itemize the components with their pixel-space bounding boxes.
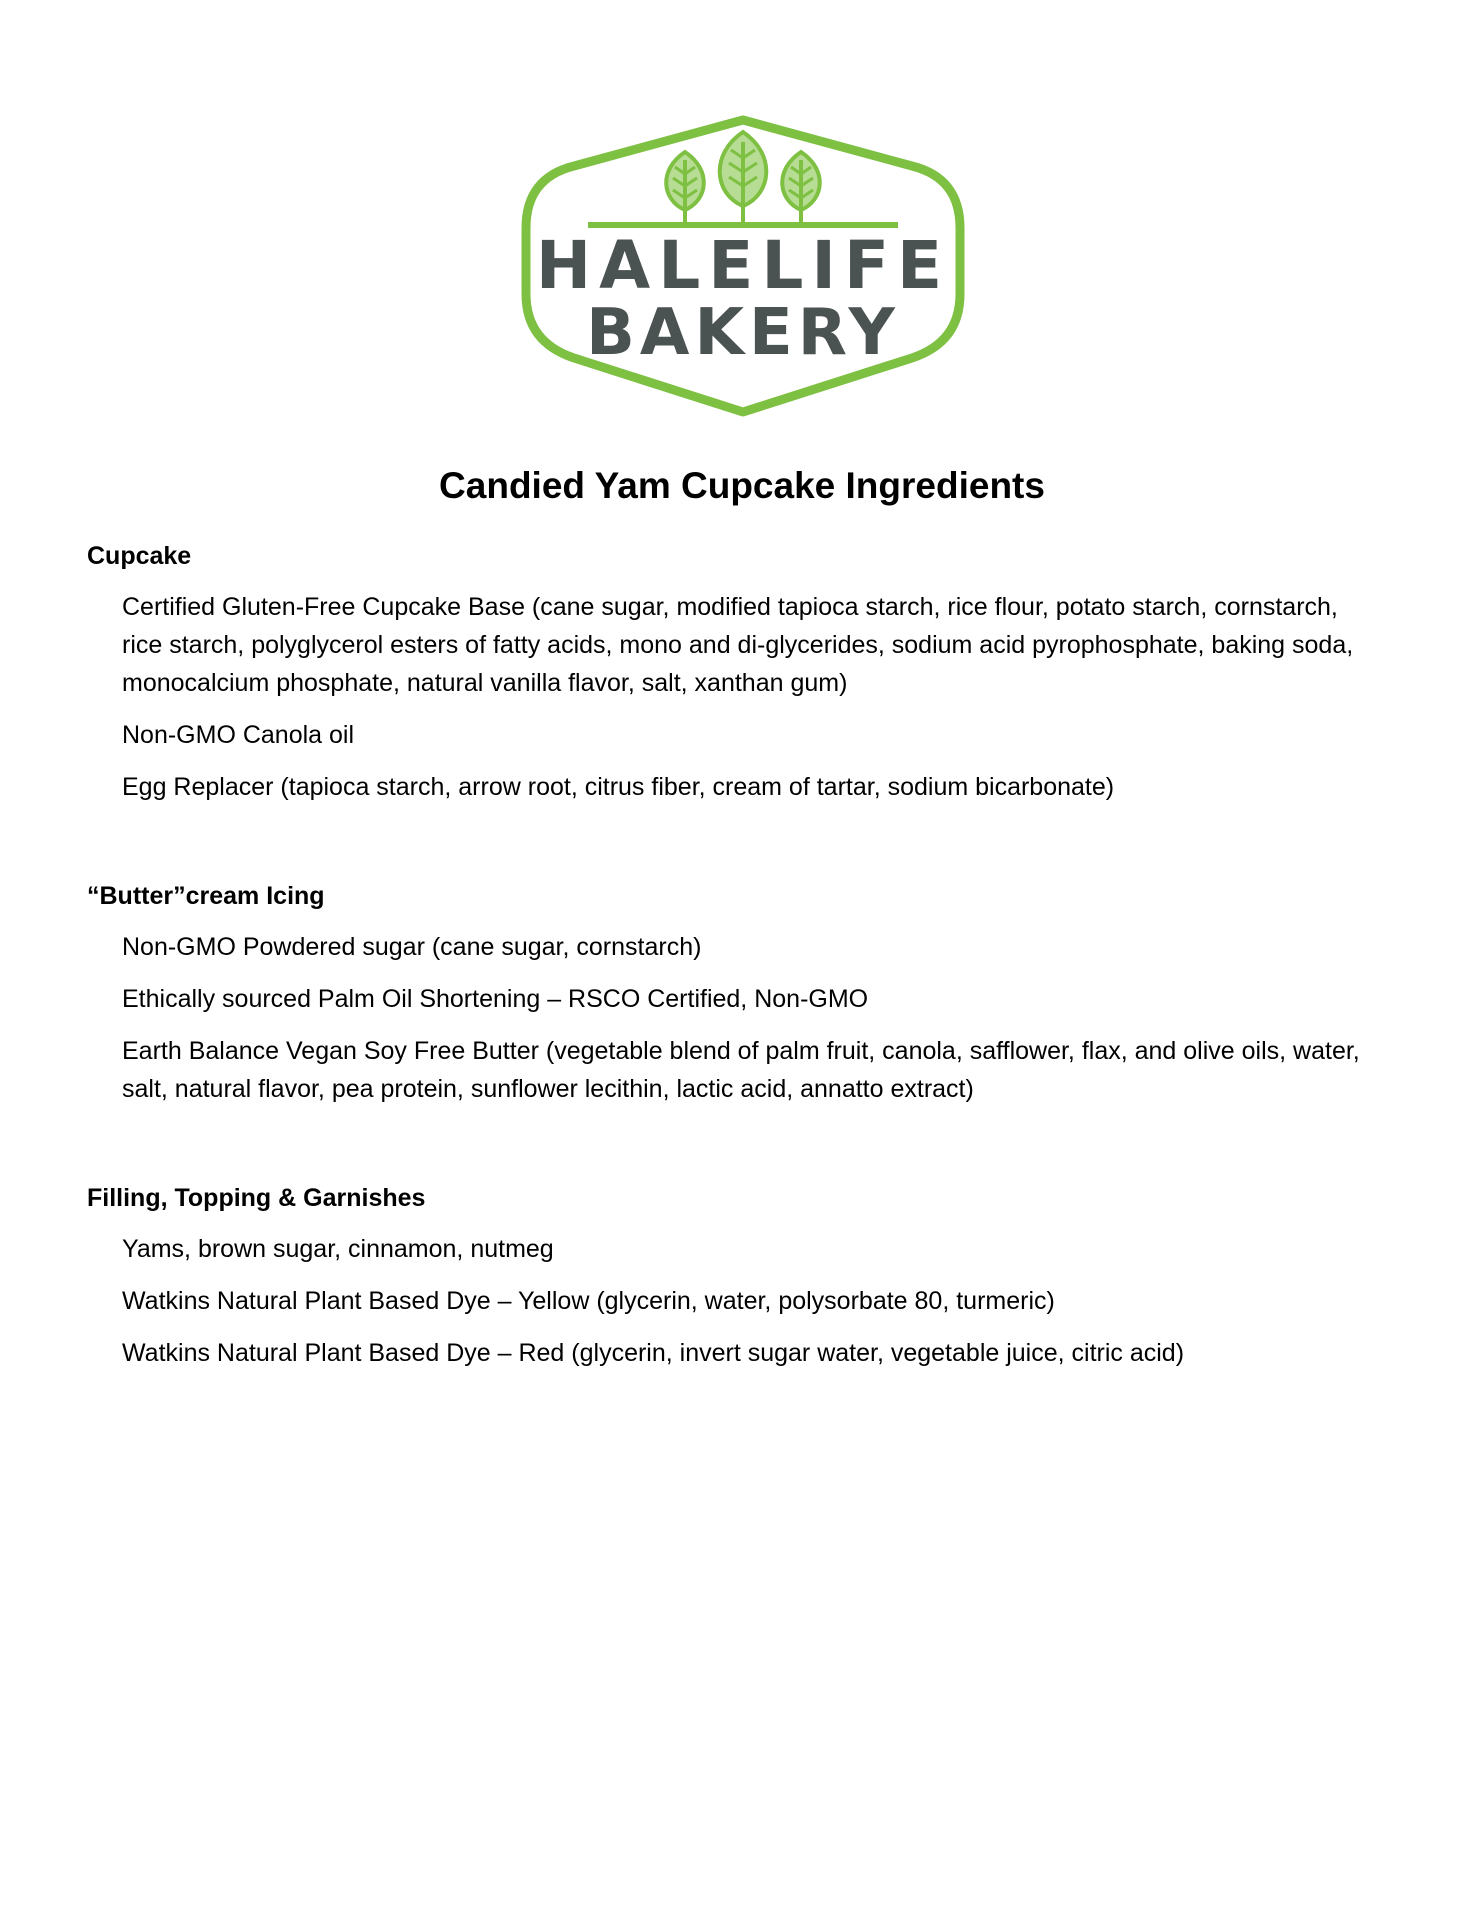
ingredient-item: Certified Gluten-Free Cupcake Base (cane sugar, modified tapioca starch, rice flour, potato starch, cornstarch, rice starch, polyglycerol esters of fatty acids, mono and di-glycerides, sodium acid pyrophosphate, baking soda, monocalcium phosphate, natural vanilla flavor, salt, xanthan gum) (122, 593, 1354, 697)
ingredient-item: Ethically sourced Palm Oil Shortening – RSCO Certified, Non-GMO (122, 985, 869, 1013)
section-heading: “Butter”cream Icing (87, 882, 325, 910)
ingredient-item: Watkins Natural Plant Based Dye – Red (glycerin, invert sugar water, vegetable juice, citric acid) (122, 1339, 1185, 1367)
section-filling-topping-garnishes (87, 1180, 1377, 1386)
page-title: Candied Yam Cupcake Ingredients (439, 465, 1045, 506)
logo-line-1: HALELIFE (535, 227, 951, 304)
leaf-icon-left (666, 152, 704, 224)
ingredient-item: Earth Balance Vegan Soy Free Butter (vegetable blend of palm fruit, canola, safflower, flax, and olive oils, water, salt, natural flavor, pea protein, sunflower lecithin, lactic acid, annatto extract) (122, 1037, 1360, 1103)
ingredient-item: Egg Replacer (tapioca starch, arrow root, citrus fiber, cream of tartar, sodium bicarbonate) (122, 773, 1115, 801)
logo-line-2: BAKERY (586, 296, 900, 370)
bakery-logo (520, 114, 966, 418)
ingredient-item: Watkins Natural Plant Based Dye – Yellow (glycerin, water, polysorbate 80, turmeric) (122, 1287, 1055, 1315)
section-cupcake (87, 538, 1377, 820)
ingredient-item: Yams, brown sugar, cinnamon, nutmeg (122, 1235, 554, 1263)
ingredient-item: Non-GMO Powdered sugar (cane sugar, cornstarch) (122, 933, 702, 961)
section-heading: Cupcake (87, 542, 192, 570)
section-buttercream-icing (87, 878, 1377, 1122)
section-heading: Filling, Topping & Garnishes (87, 1184, 426, 1212)
leaf-icon-right (782, 152, 820, 224)
ingredient-item: Non-GMO Canola oil (122, 721, 355, 749)
leaf-icon-center (720, 132, 767, 224)
